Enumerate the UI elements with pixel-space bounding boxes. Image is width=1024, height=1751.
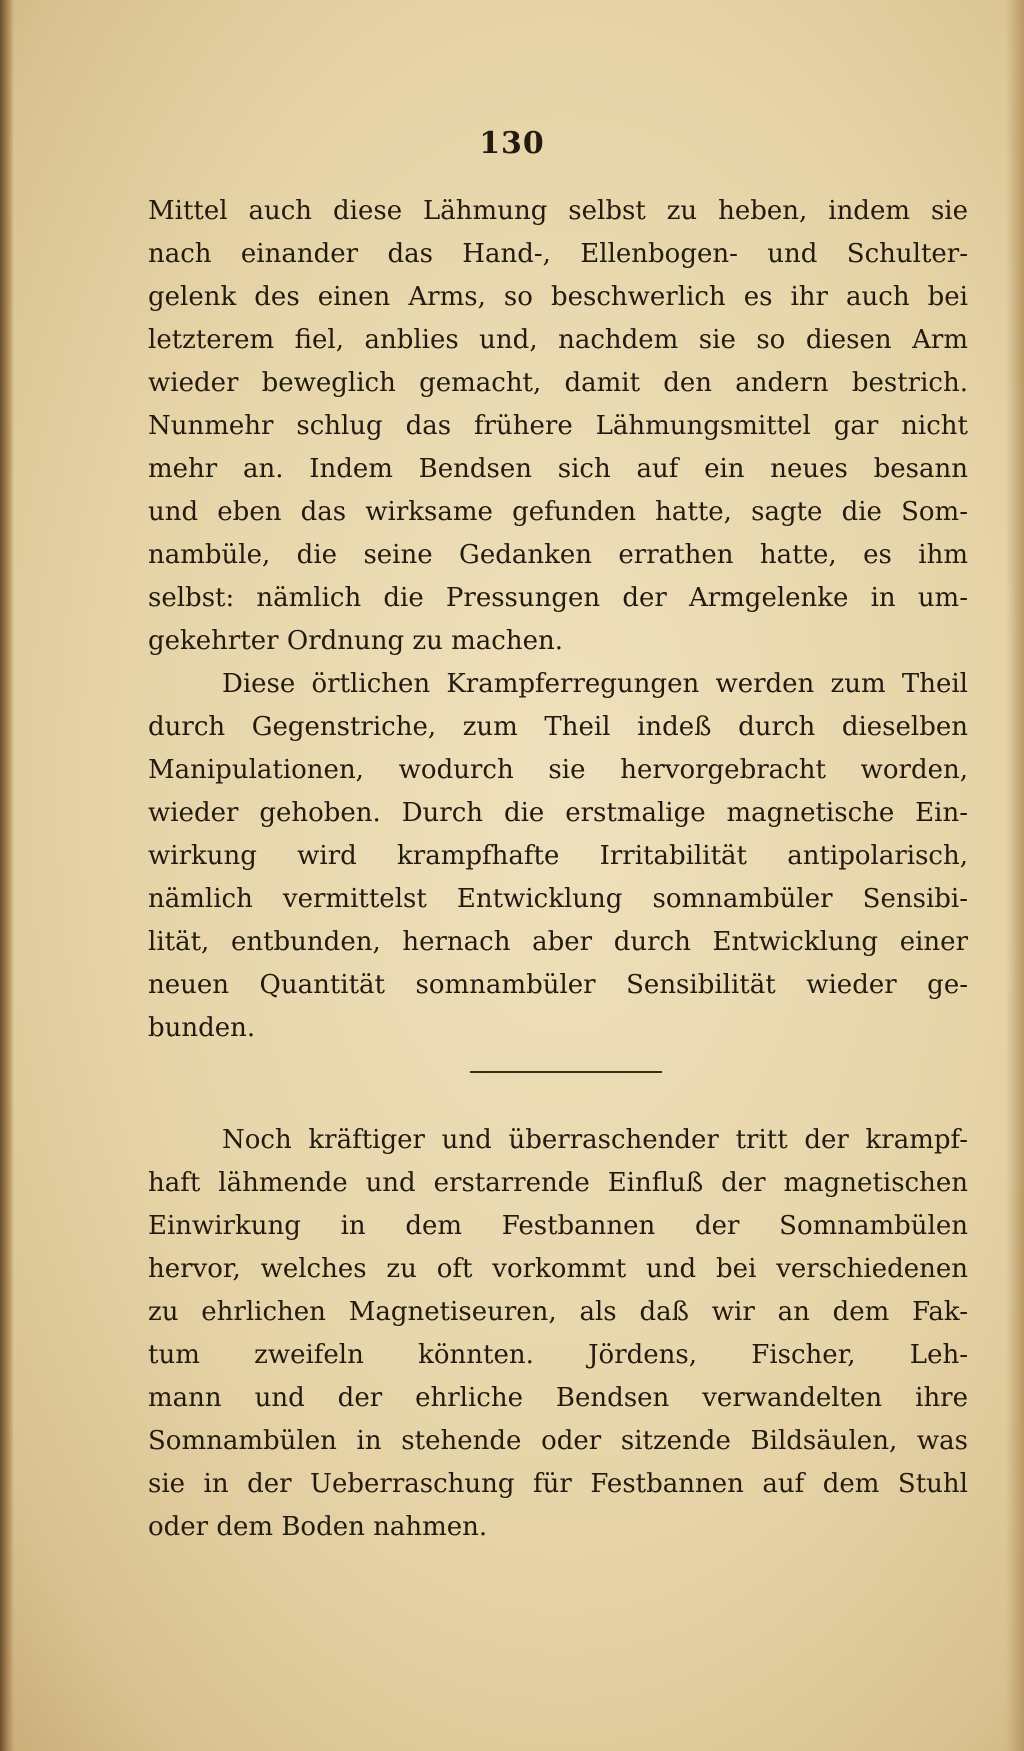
text-line: wieder beweglich gemacht, damit den andern bestrich. [148,368,968,398]
page-edge-shadow [1006,0,1024,1751]
text-line: sie in der Ueberraschung für Festbannen auf dem Stuhl [148,1469,968,1499]
text-block-lower [148,1119,968,1549]
text-line: Einwirkung in dem Festbannen der Somnambülen [148,1211,968,1241]
text-line: mann und der ehrliche Bendsen verwandelten ihre [148,1383,968,1413]
text-line: bunden. [148,1013,256,1043]
text-line: Noch kräftiger und überraschender tritt der krampf- [222,1125,968,1155]
text-line: lität, entbunden, hernach aber durch Entwicklung einer [148,927,968,957]
text-line: durch Gegenstriche, zum Theil indeß durch dieselben [148,712,968,742]
text-line: mehr an. Indem Bendsen sich auf ein neues besann [148,454,968,484]
section-separator-rule [470,1071,662,1073]
text-line: gekehrter Ordnung zu machen. [148,626,563,656]
text-line: nach einander das Hand-, Ellenbogen- und Schulter- [148,239,968,269]
text-line: zu ehrlichen Magnetiseuren, als daß wir an dem Fak- [148,1297,968,1327]
text-line: nämlich vermittelst Entwicklung somnambüler Sensibi- [148,884,968,914]
text-line: Mittel auch diese Lähmung selbst zu heben, indem sie [148,196,968,226]
text-line: Somnambülen in stehende oder sitzende Bildsäulen, was [148,1426,968,1456]
page-number: 130 [479,126,545,161]
page-spine-shadow [0,0,14,1751]
text-line: und eben das wirksame gefunden hatte, sagte die Som- [148,497,968,527]
text-line: letzterem fiel, anblies und, nachdem sie so diesen Arm [148,325,968,355]
text-line: Manipulationen, wodurch sie hervorgebracht worden, [148,755,968,785]
text-line: neuen Quantität somnambüler Sensibilität wieder ge- [148,970,968,1000]
text-line: oder dem Boden nahmen. [148,1512,488,1542]
text-line: selbst: nämlich die Pressungen der Armgelenke in um- [148,583,968,613]
text-line: wieder gehoben. Durch die erstmalige magnetische Ein- [148,798,968,828]
text-line: gelenk des einen Arms, so beschwerlich es ihr auch bei [148,282,968,312]
text-line: haft lähmende und erstarrende Einfluß der magnetischen [148,1168,968,1198]
text-line: Diese örtlichen Krampferregungen werden zum Theil [222,669,968,699]
text-line: wirkung wird krampfhafte Irritabilität antipolarisch, [148,841,968,871]
text-block-upper [148,190,968,1050]
text-line: Nunmehr schlug das frühere Lähmungsmittel gar nicht [148,411,968,441]
text-line: tum zweifeln könnten. Jördens, Fischer, Leh- [148,1340,968,1370]
text-line: nambüle, die seine Gedanken errathen hatte, es ihm [148,540,968,570]
text-line: hervor, welches zu oft vorkommt und bei verschiedenen [148,1254,968,1284]
